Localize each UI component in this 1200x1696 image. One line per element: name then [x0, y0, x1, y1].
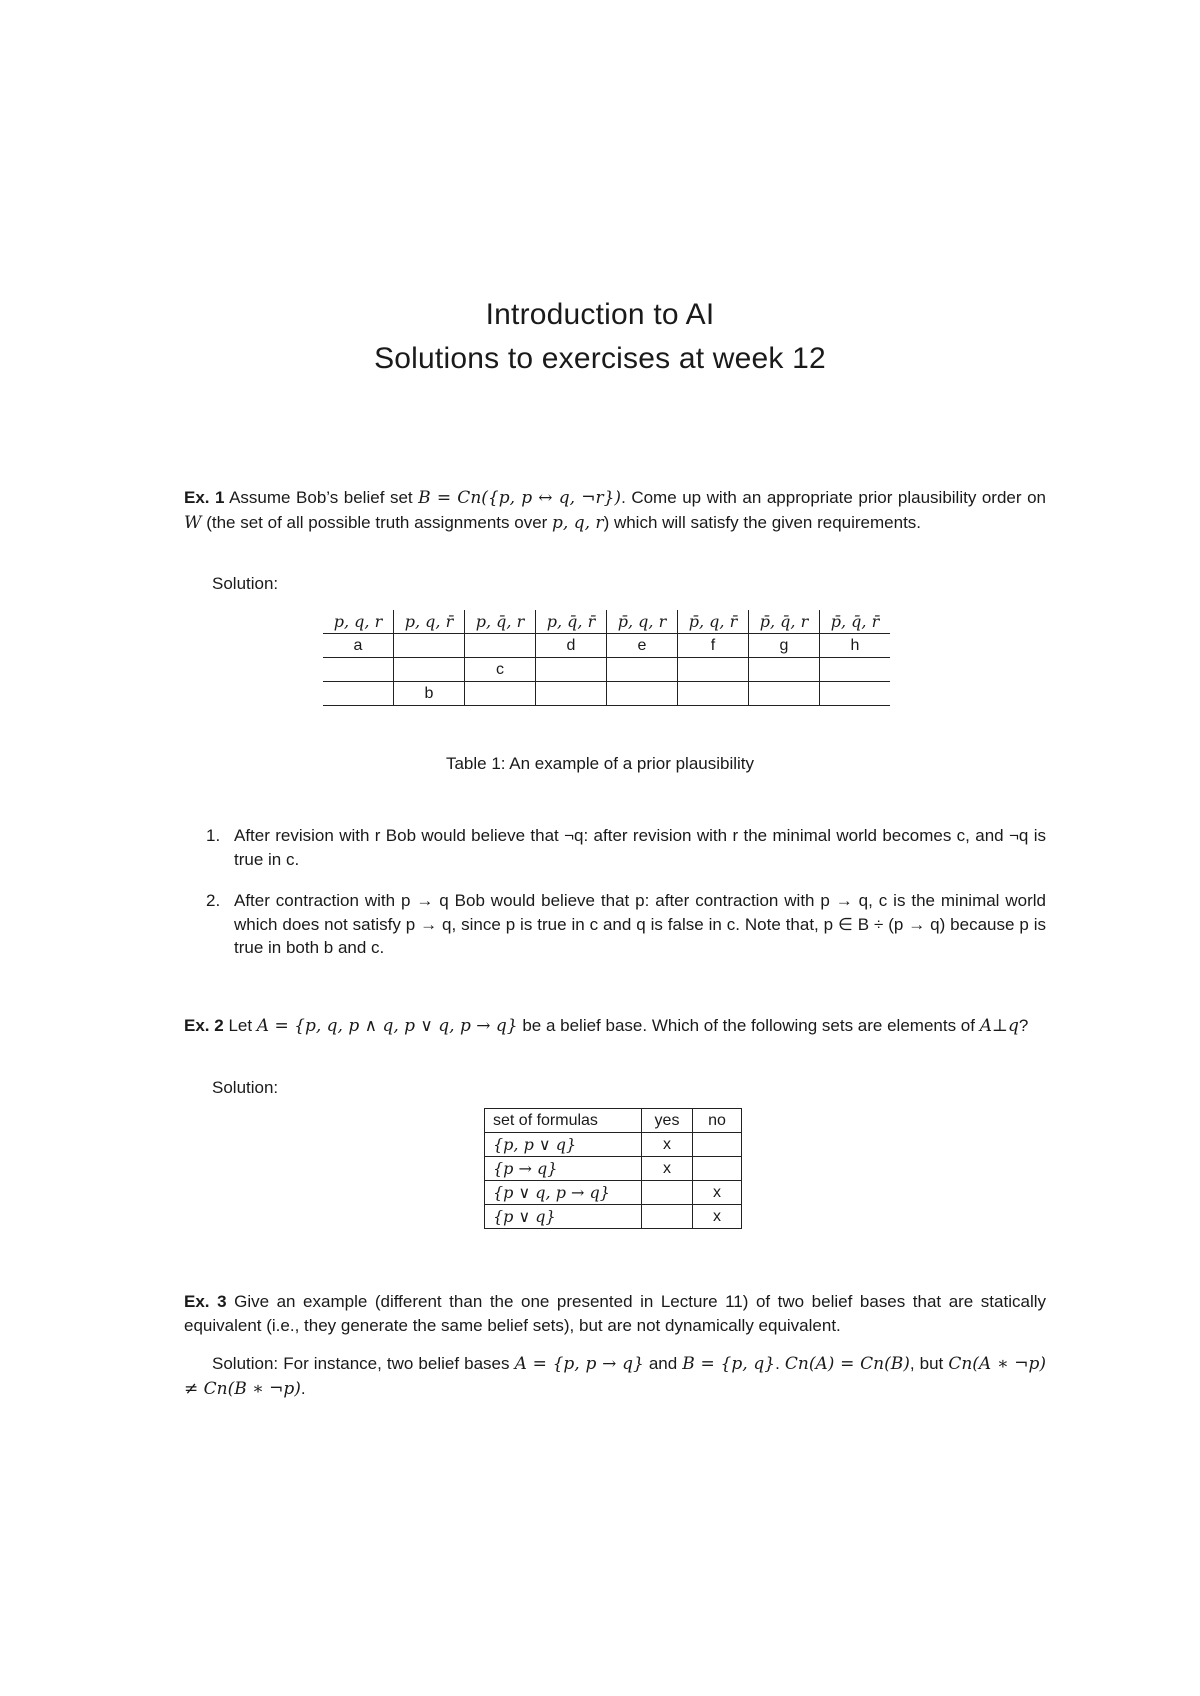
table-header-cell: p, q̄, r̄ [536, 610, 607, 634]
exercise-3-statement [184, 1290, 1046, 1337]
exercise-1-text: Assume Bob’s belief set [229, 488, 419, 507]
table-row [485, 1133, 742, 1157]
remainder-table [484, 1108, 742, 1229]
exercise-1-statement [184, 486, 1046, 535]
table-cell: {p, p ∨ q} [485, 1133, 642, 1157]
table-cell [693, 1133, 742, 1157]
table-cell [607, 658, 678, 682]
table-header-row [485, 1109, 742, 1133]
exercise-3-formula: Cn(A ∗ ¬p) ≠ Cn(B ∗ ¬p) [184, 1354, 1047, 1399]
exercise-1-text: ) which will satisfy the given requirements. [603, 512, 922, 532]
table-header-cell: p̄, q̄, r [749, 610, 820, 634]
exercise-2-text: be a belief base. Which of the following sets are elements of [517, 1016, 980, 1035]
table-cell [536, 682, 607, 706]
list-item-number: 2. [206, 891, 221, 910]
table-cell [465, 682, 536, 706]
table-cell: x [693, 1205, 742, 1229]
exercise-1-label: Ex. 1 [184, 488, 225, 507]
table-cell: d [536, 634, 607, 658]
table-cell [323, 658, 394, 682]
list-item [184, 824, 1046, 871]
exercise-3-formula: B = {p, q} [682, 1354, 776, 1374]
exercise-2-text: Let [228, 1016, 257, 1035]
table-cell: e [607, 634, 678, 658]
table-cell [323, 682, 394, 706]
table-header-cell: p, q, r̄ [394, 610, 465, 634]
table-cell: {p ∨ q, p → q} [485, 1181, 642, 1205]
exercise-3-formula: A = {p, p → q} [514, 1354, 644, 1374]
list-item [184, 889, 1046, 960]
table-header-row [323, 610, 890, 634]
table-header-cell: no [693, 1109, 742, 1133]
list-item-text: After revision with r Bob would believe that ¬q: after revision with r the minimal world becomes c, and ¬q is true in c. [234, 826, 1046, 869]
table-cell: b [394, 682, 465, 706]
table-cell [536, 658, 607, 682]
table-row [323, 682, 890, 706]
table-caption: Table 1: An example of a prior plausibility [445, 754, 755, 773]
document-title: Introduction to AI [485, 298, 715, 331]
table-cell: f [678, 634, 749, 658]
table-cell [749, 658, 820, 682]
exercise-1-world-set: W [184, 512, 202, 533]
table-cell [820, 682, 891, 706]
exercise-3-solution-text: Solution: For instance, two belief bases [212, 1354, 515, 1373]
table-cell [642, 1205, 693, 1229]
table-cell: a [323, 634, 394, 658]
table-cell: x [693, 1181, 742, 1205]
table-cell: c [465, 658, 536, 682]
table-cell [465, 634, 536, 658]
table-cell [642, 1181, 693, 1205]
table-header-cell: p̄, q, r [607, 610, 678, 634]
exercise-1-formula: B = Cn({p, p ↔ q, ¬r}) [418, 488, 622, 508]
table-cell [749, 682, 820, 706]
table-row [485, 1205, 742, 1229]
exercise-3-solution-text: . [775, 1354, 785, 1373]
table-cell [394, 658, 465, 682]
table-row [323, 634, 890, 658]
exercise-2-text: ? [1018, 1016, 1029, 1035]
table-cell: g [749, 634, 820, 658]
table-cell: h [820, 634, 891, 658]
list-item-text: After contraction with p → q Bob would believe that p: after contraction with p → q, c is the minimal world which does not satisfy p → q, since p is true in c and q is false in c. Note that, p ∈ B ÷ (p → q) because p is true in both b and c. [234, 891, 1046, 957]
table-cell [693, 1157, 742, 1181]
table-header-cell: yes [642, 1109, 693, 1133]
table-cell [678, 682, 749, 706]
exercise-1-text: (the set of all possible truth assignments over [201, 512, 553, 532]
exercise-3-text: Give an example (different than the one presented in Lecture 11) of two belief bases that are statically equivalent (i.e., they generate the same belief sets), but are not dynamically equivalent. [184, 1292, 1046, 1335]
table-header-cell: set of formulas [485, 1109, 642, 1133]
table-cell [820, 658, 891, 682]
table-cell: {p ∨ q} [485, 1205, 642, 1229]
exercise-3-formula: Cn(A) = Cn(B) [784, 1354, 910, 1374]
exercise-3-solution-text: and [643, 1354, 683, 1373]
table-cell: x [642, 1133, 693, 1157]
document-subtitle: Solutions to exercises at week 12 [374, 342, 826, 375]
table-cell [607, 682, 678, 706]
exercise-2-label: Ex. 2 [184, 1016, 224, 1035]
plausibility-table [323, 610, 890, 706]
table-cell [678, 658, 749, 682]
table-row [485, 1157, 742, 1181]
exercise-2-solution-label: Solution: [212, 1078, 279, 1097]
table-header-cell: p̄, q̄, r̄ [820, 610, 891, 634]
table-header-cell: p̄, q, r̄ [678, 610, 749, 634]
list-item-number: 1. [206, 826, 221, 845]
table-cell [394, 634, 465, 658]
exercise-1-text: . Come up with an appropriate prior plausibility order on [621, 488, 1046, 507]
table-cell: {p → q} [485, 1157, 642, 1181]
exercise-2-formula: A = {p, q, p ∧ q, p ∨ q, p → q} [256, 1016, 518, 1036]
table-header-cell: p, q̄, r [465, 610, 536, 634]
exercise-1-variables: p, q, r [552, 512, 604, 533]
table-row [485, 1181, 742, 1205]
exercise-2-statement [184, 1014, 1046, 1039]
table-row [323, 658, 890, 682]
exercise-3-solution-text: , but [909, 1354, 949, 1373]
exercise-2-remainder-set: A⊥q [979, 1016, 1019, 1036]
exercise-3-solution [184, 1352, 1046, 1401]
exercise-1-solution-label: Solution: [212, 574, 279, 593]
exercise-3-label: Ex. 3 [184, 1292, 227, 1311]
table-header-cell: p, q, r [323, 610, 394, 634]
exercise-1-answers [184, 824, 1046, 960]
table-cell: x [642, 1157, 693, 1181]
exercise-3-solution-text: . [300, 1378, 306, 1398]
